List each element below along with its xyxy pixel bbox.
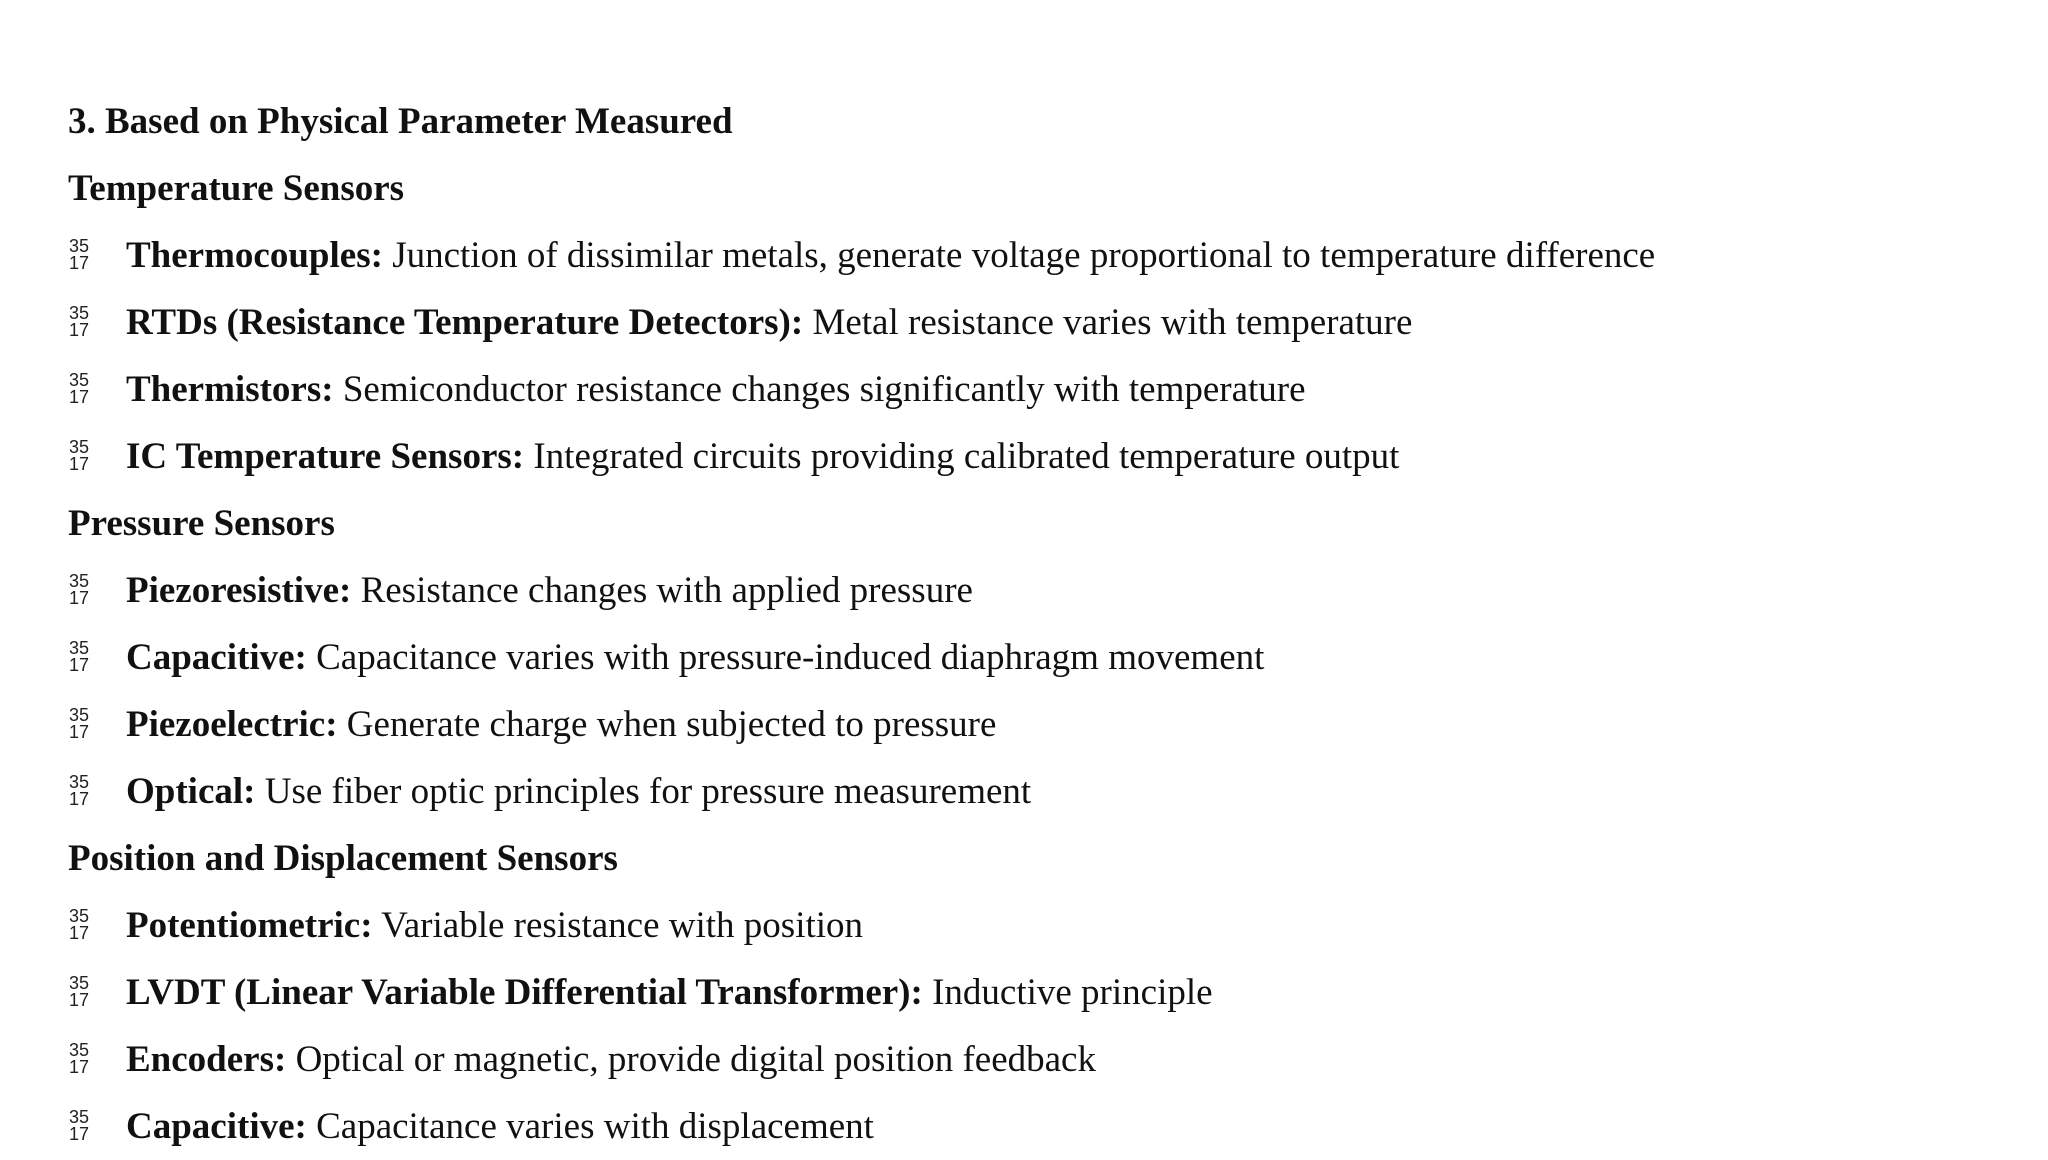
item-description: Use fiber optic principles for pressure measurement [255,771,1032,812]
item-term: Thermocouples: [126,235,383,276]
item-term: Capacitive: [126,637,307,678]
section-title: 3. Based on Physical Parameter Measured [68,101,733,142]
item-description: Optical or magnetic, provide digital position feedback [286,1039,1096,1080]
item-term: Piezoresistive: [126,570,352,611]
item-description: Resistance changes with applied pressure [351,570,973,611]
item-term: Optical: [126,771,256,812]
document-body [68,88,1655,1160]
bullet-marker: 35 17 [69,571,90,608]
list-item [68,289,1655,356]
list-item [68,624,1655,691]
item-description: Metal resistance varies with temperature [803,302,1413,343]
list-item [68,691,1655,758]
bullet-marker: 35 17 [69,437,90,474]
item-description: Capacitance varies with pressure-induced diaphragm movement [306,637,1265,678]
item-term: RTDs (Resistance Temperature Detectors): [126,302,804,343]
list-item [68,356,1655,423]
item-description: Variable resistance with position [372,905,864,946]
list-item [68,557,1655,624]
item-description: Semiconductor resistance changes significantly with temperature [333,369,1306,410]
list-item [68,1093,1655,1160]
item-term: Encoders: [126,1039,287,1080]
item-description: Capacitance varies with displacement [306,1106,874,1147]
bullet-marker: 35 17 [69,1040,90,1077]
item-description: Integrated circuits providing calibrated temperature output [524,436,1400,477]
group-title-position: Position and Displacement Sensors [68,838,618,879]
item-term: Capacitive: [126,1106,307,1147]
bullet-marker: 35 17 [69,303,90,340]
list-item [68,892,1655,959]
item-term: Piezoelectric: [126,704,338,745]
bullet-marker: 35 17 [69,370,90,407]
item-description: Generate charge when subjected to pressure [337,704,997,745]
bullet-marker: 35 17 [69,772,90,809]
bullet-marker: 35 17 [69,1107,90,1144]
item-term: LVDT (Linear Variable Differential Transformer): [126,972,923,1013]
item-term: Thermistors: [126,369,334,410]
group-title-pressure: Pressure Sensors [68,503,335,544]
item-description: Inductive principle [922,972,1213,1013]
bullet-marker: 35 17 [69,973,90,1010]
item-term: Potentiometric: [126,905,373,946]
bullet-marker: 35 17 [69,705,90,742]
group-title-temperature: Temperature Sensors [68,168,405,209]
bullet-marker: 35 17 [69,236,90,273]
list-item [68,758,1655,825]
list-item [68,222,1655,289]
bullet-marker: 35 17 [69,906,90,943]
list-item [68,1026,1655,1093]
item-description: Junction of dissimilar metals, generate voltage proportional to temperature difference [382,235,1656,276]
bullet-marker: 35 17 [69,638,90,675]
list-item [68,959,1655,1026]
list-item [68,423,1655,490]
item-term: IC Temperature Sensors: [126,436,525,477]
